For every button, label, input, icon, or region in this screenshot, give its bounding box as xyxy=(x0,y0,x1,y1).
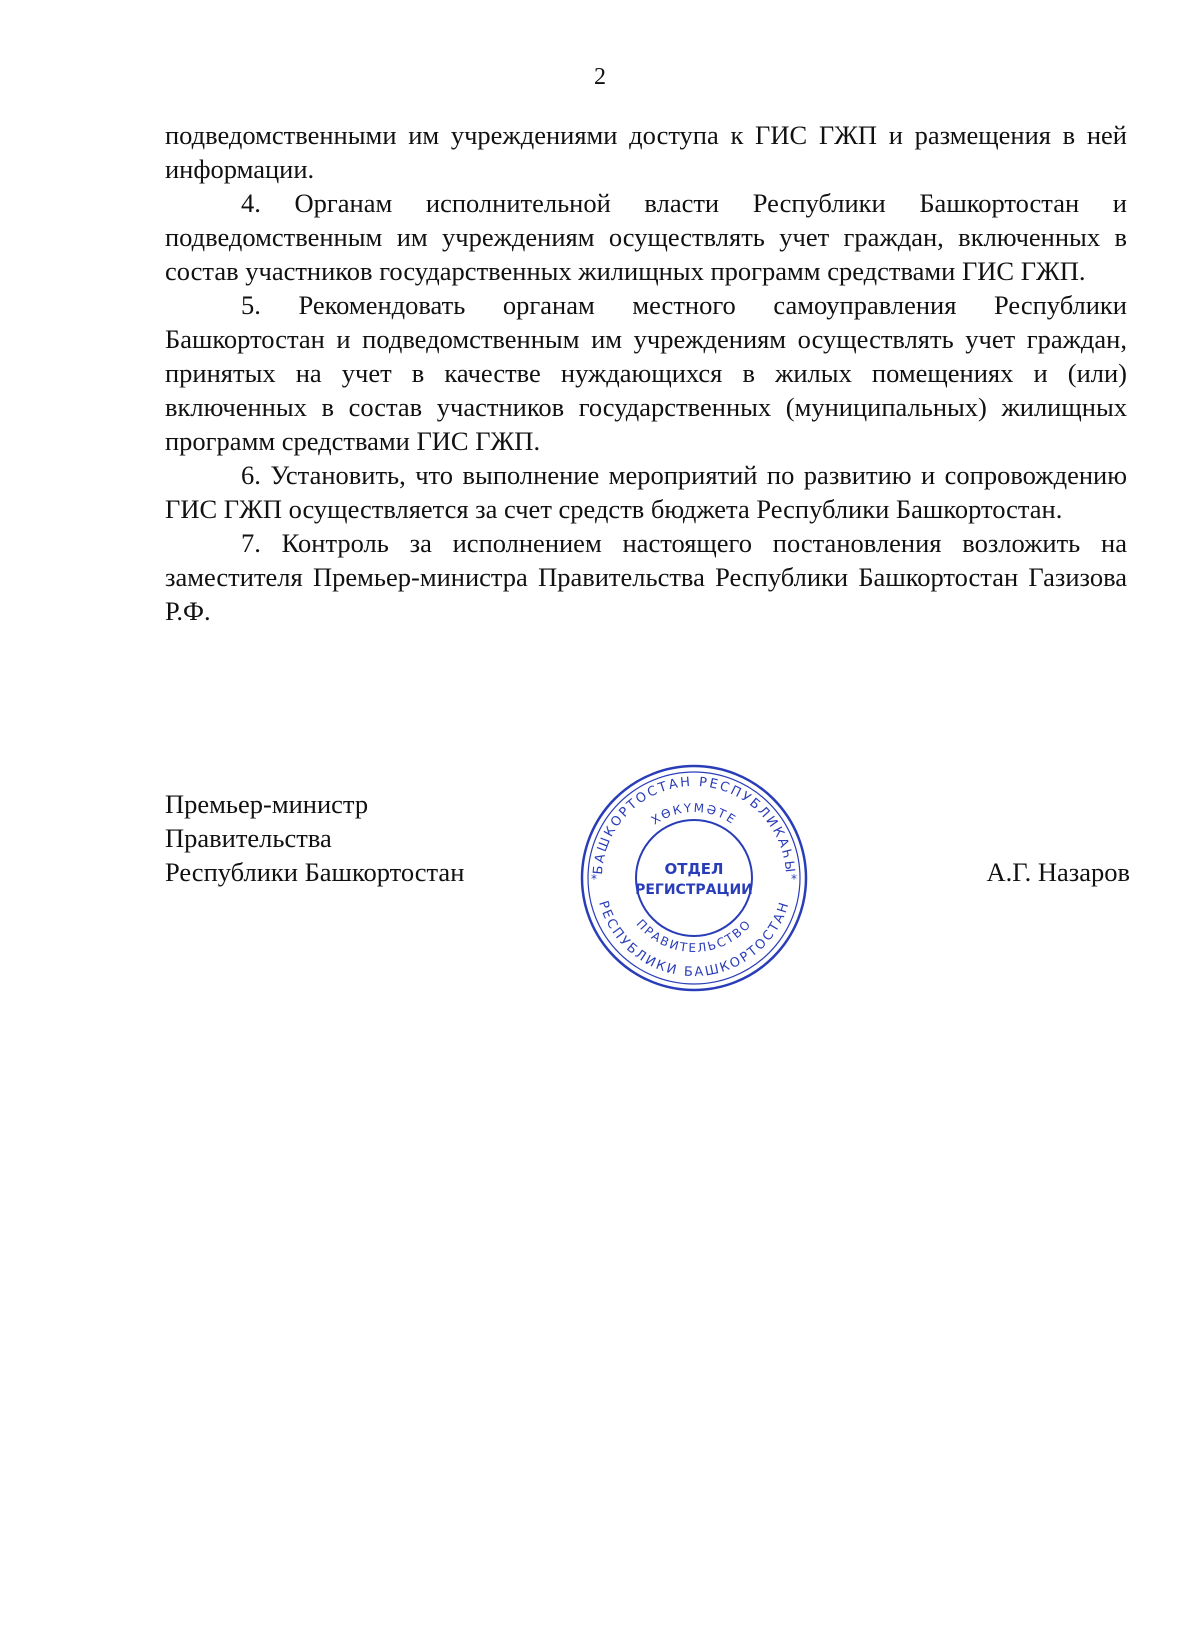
stamp-center-line-1: ОТДЕЛ xyxy=(664,860,724,878)
document-body xyxy=(165,118,1127,628)
paragraph-item-4: 4. Органам исполнительной власти Республики Башкортостан и подведомственным им учреждениям осуществлять учет граждан, включенных в состав участников государственных жилищных программ средствами ГИС ГЖП. xyxy=(165,188,1127,286)
stamp-center-line-2: РЕГИСТРАЦИИ xyxy=(635,882,753,898)
registration-stamp xyxy=(578,762,810,994)
stamp-inner-ring xyxy=(636,820,752,936)
signatory-position-line: Премьер-министр xyxy=(165,789,369,819)
paragraph-item-5: 5. Рекомендовать органам местного самоуправления Республики Башкортостан и подведомственным им учреждениям осуществлять учет граждан, принятых на учет в качестве нуждающихся в жилых помещениях и (или) включенных в состав участников государственных (муниципальных) жилищных программ средствами ГИС ГЖП. xyxy=(165,290,1127,456)
page-number: 2 xyxy=(594,64,606,90)
signatory-name: А.Г. Назаров xyxy=(986,857,1130,887)
stamp-inner-text-top: ХӨКҮМӘТЕ xyxy=(648,800,740,828)
signatory-position-line: Правительства xyxy=(165,823,332,853)
stamp-inner-text-bottom: ПРАВИТЕЛЬСТВО xyxy=(633,916,755,956)
stamp-outer-text-bottom: РЕСПУБЛИКИ БАШКОРТОСТАН xyxy=(595,899,793,981)
paragraph-continuation: подведомственными им учреждениями доступа к ГИС ГЖП и размещения в ней информации. xyxy=(165,120,1127,184)
paragraph-item-7: 7. Контроль за исполнением настоящего постановления возложить на заместителя Премьер-министра Правительства Республики Башкортостан Газизова Р.Ф. xyxy=(165,528,1127,626)
stamp-star-left: * xyxy=(591,872,597,886)
stamp-seal xyxy=(578,762,810,994)
stamp-outer-text-top: БАШКОРТОСТАН РЕСПУБЛИКАҺЫ xyxy=(590,774,798,876)
signatory-position-line: Республики Башкортостан xyxy=(165,857,465,887)
stamp-ink xyxy=(582,766,806,990)
signatory-position xyxy=(165,787,645,889)
stamp-star-right: * xyxy=(791,872,797,886)
paragraph-item-6: 6. Установить, что выполнение мероприятий по развитию и сопровождению ГИС ГЖП осуществляется за счет средств бюджета Республики Башкортостан. xyxy=(165,460,1127,524)
stamp-outer-ring xyxy=(582,766,806,990)
